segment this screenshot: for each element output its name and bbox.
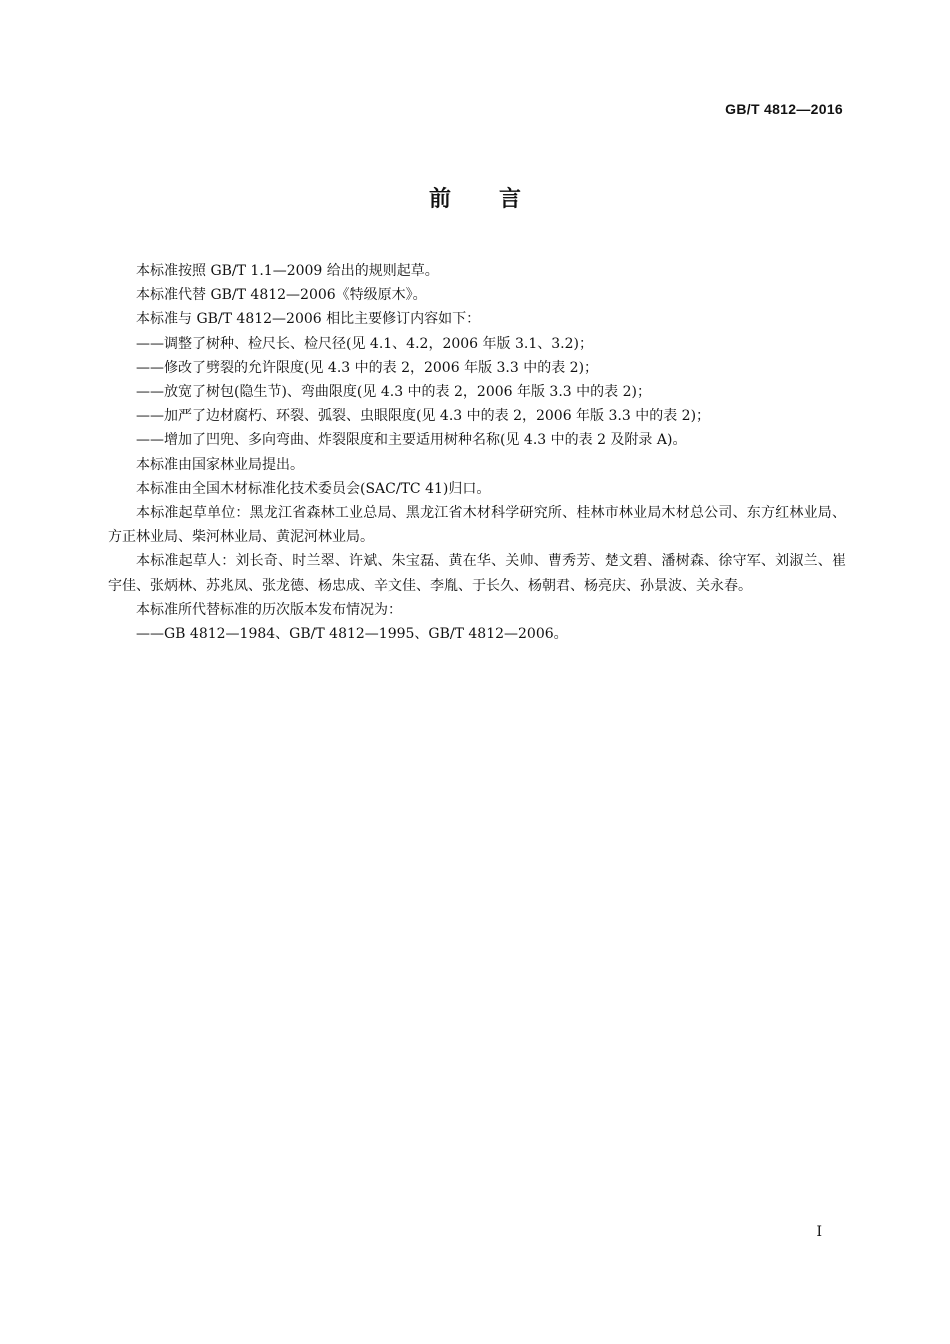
paragraph-drafting-units: 本标准起草单位：黑龙江省森林工业总局、黑龙江省木材科学研究所、桂林市林业局木材总公司、东方红林业局、方正林业局、柴河林业局、黄泥河林业局。 <box>108 505 846 546</box>
paragraph-drafters: 本标准起草人：刘长奇、时兰翠、许斌、朱宝磊、黄在华、关帅、曹秀芳、楚文碧、潘树森、徐守军、刘淑兰、崔宇佳、张炳林、苏兆凤、张龙德、杨忠成、辛文佳、李胤、于长久、杨朝君、杨亮庆、孙景波、关永春。 <box>108 553 846 594</box>
paragraph-drafting-rules: 本标准按照 GB/T 1.1—2009 给出的规则起草。 <box>136 263 439 279</box>
history-item: ——GB 4812—1984、GB/T 4812—1995、GB/T 4812—2006。 <box>136 626 568 643</box>
paragraph-replaces: 本标准代替 GB/T 4812—2006《特级原木》。 <box>136 287 427 304</box>
paragraph-proposer: 本标准由国家林业局提出。 <box>136 456 304 473</box>
change-item: ——增加了凹兜、多向弯曲、炸裂限度和主要适用树种名称(见 4.3 中的表 2 及附录 A)。 <box>136 432 687 449</box>
change-item: ——调整了树种、检尺长、检尺径(见 4.1、4.2，2006 年版 3.1、3.2)； <box>136 335 593 352</box>
paragraph-history-intro: 本标准所代替标准的历次版本发布情况为： <box>136 601 402 618</box>
change-item: ——加严了边材腐朽、环裂、弧裂、虫眼限度(见 4.3 中的表 2，2006 年版 3.3 中的表 2)； <box>136 408 711 425</box>
preface-body <box>108 259 846 646</box>
change-item: ——放宽了树包(隐生节)、弯曲限度(见 4.3 中的表 2，2006 年版 3.3 中的表 2)； <box>136 384 651 401</box>
paragraph-centralized: 本标准由全国木材标准化技术委员会(SAC/TC 41)归口。 <box>136 480 491 497</box>
paragraph-changes-intro: 本标准与 GB/T 4812—2006 相比主要修订内容如下： <box>136 311 481 328</box>
change-item: ——修改了劈裂的允许限度(见 4.3 中的表 2，2006 年版 3.3 中的表 2)； <box>136 359 599 376</box>
page-number: I <box>816 1224 822 1240</box>
standard-code: GB/T 4812—2016 <box>725 101 843 117</box>
page-title: 前言 <box>428 187 569 212</box>
